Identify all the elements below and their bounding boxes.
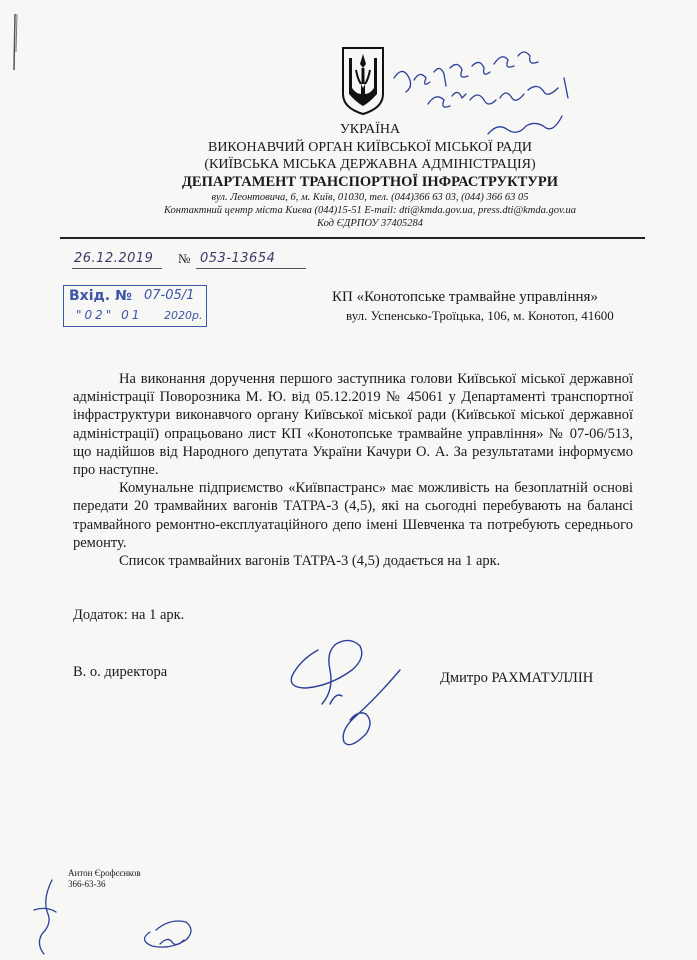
header-address: вул. Леонтовича, 6, м. Київ, 01030, тел. (044)366 63 03, (044) 366 63 05: [211, 192, 529, 203]
outgoing-number-label: №: [178, 251, 191, 266]
header-country: УКРАЇНА: [339, 122, 401, 137]
header-org-line2: (КИЇВСЬКА МІСЬКА ДЕРЖАВНА АДМІНІСТРАЦІЯ): [204, 157, 536, 172]
letter-body: [73, 370, 633, 570]
executor-phone: 366-63-36: [68, 879, 106, 889]
margin-pen-mark: [8, 12, 22, 72]
coat-of-arms-icon: [340, 44, 386, 116]
header-divider: [60, 237, 645, 239]
outgoing-number-underline: [196, 268, 306, 269]
header-org-line1: ВИКОНАВЧИЙ ОРГАН КИЇВСЬКОЇ МІСЬКОЇ РАДИ: [207, 140, 533, 155]
incoming-stamp: [63, 285, 207, 327]
recipient-name: КП «Конотопське трамвайне управління»: [332, 289, 598, 305]
outgoing-date: 26.12.2019: [74, 251, 154, 266]
outgoing-date-underline: [72, 268, 162, 269]
recipient-address: вул. Успенсько-Троїцька, 106, м. Конотоп, 41600: [346, 308, 614, 323]
header-contact: Контактний центр міста Києва (044)15-51 E-mail: dti@kmda.gov.ua, press.dti@kmda.gov.ua: [163, 205, 576, 216]
stamp-date: "02" 01: [76, 308, 143, 322]
signer-name: Дмитро РАХМАТУЛЛІН: [440, 670, 594, 686]
body-paragraph-2: Комунальне підприємство «Київпастранс» має можливість на безоплатній основі передати 20 трамвайних вагонів ТАТРА-3 (4,5), які на сьогодні перебувають на балансі трамвайного ремонтно-експлуатаційного депо імені Шевченка та потребують середнього ремонту.: [73, 480, 633, 551]
header-code: Код ЄДРПОУ 37405284: [317, 218, 423, 229]
director-signature: [270, 630, 420, 760]
header-department: ДЕПАРТАМЕНТ ТРАНСПОРТНОЇ ІНФРАСТРУКТУРИ: [181, 174, 559, 190]
executor-signature: [20, 870, 220, 960]
stamp-label: Вхід. №: [69, 288, 132, 304]
body-paragraph-3: Список трамвайних вагонів ТАТРА-3 (4,5) додається на 1 арк.: [119, 553, 501, 570]
body-paragraph-1: На виконання доручення першого заступника голови Київської міської державної адміністрації Поворозника М. Ю. від 05.12.2019 № 45061 у Департаменті транспортної інфраструктури виконавчого органу Київської міської ради (Київської міської державної адміністрації) опрацьовано лист КП «Конотопське трамвайне управління» № 07-06/513, що надійшов від Народного депутата України Качури О. А. За результатами інформуємо про наступне.: [73, 371, 633, 479]
signer-position: В. о. директора: [73, 664, 168, 680]
attachment-note: Додаток: на 1 арк.: [73, 607, 185, 623]
executor-name: Антон Єрофєєнков: [68, 868, 141, 878]
stamp-year: 2020р.: [164, 309, 203, 322]
stamp-number: 07-05/1: [144, 288, 195, 303]
outgoing-number: 053-13654: [200, 251, 276, 266]
